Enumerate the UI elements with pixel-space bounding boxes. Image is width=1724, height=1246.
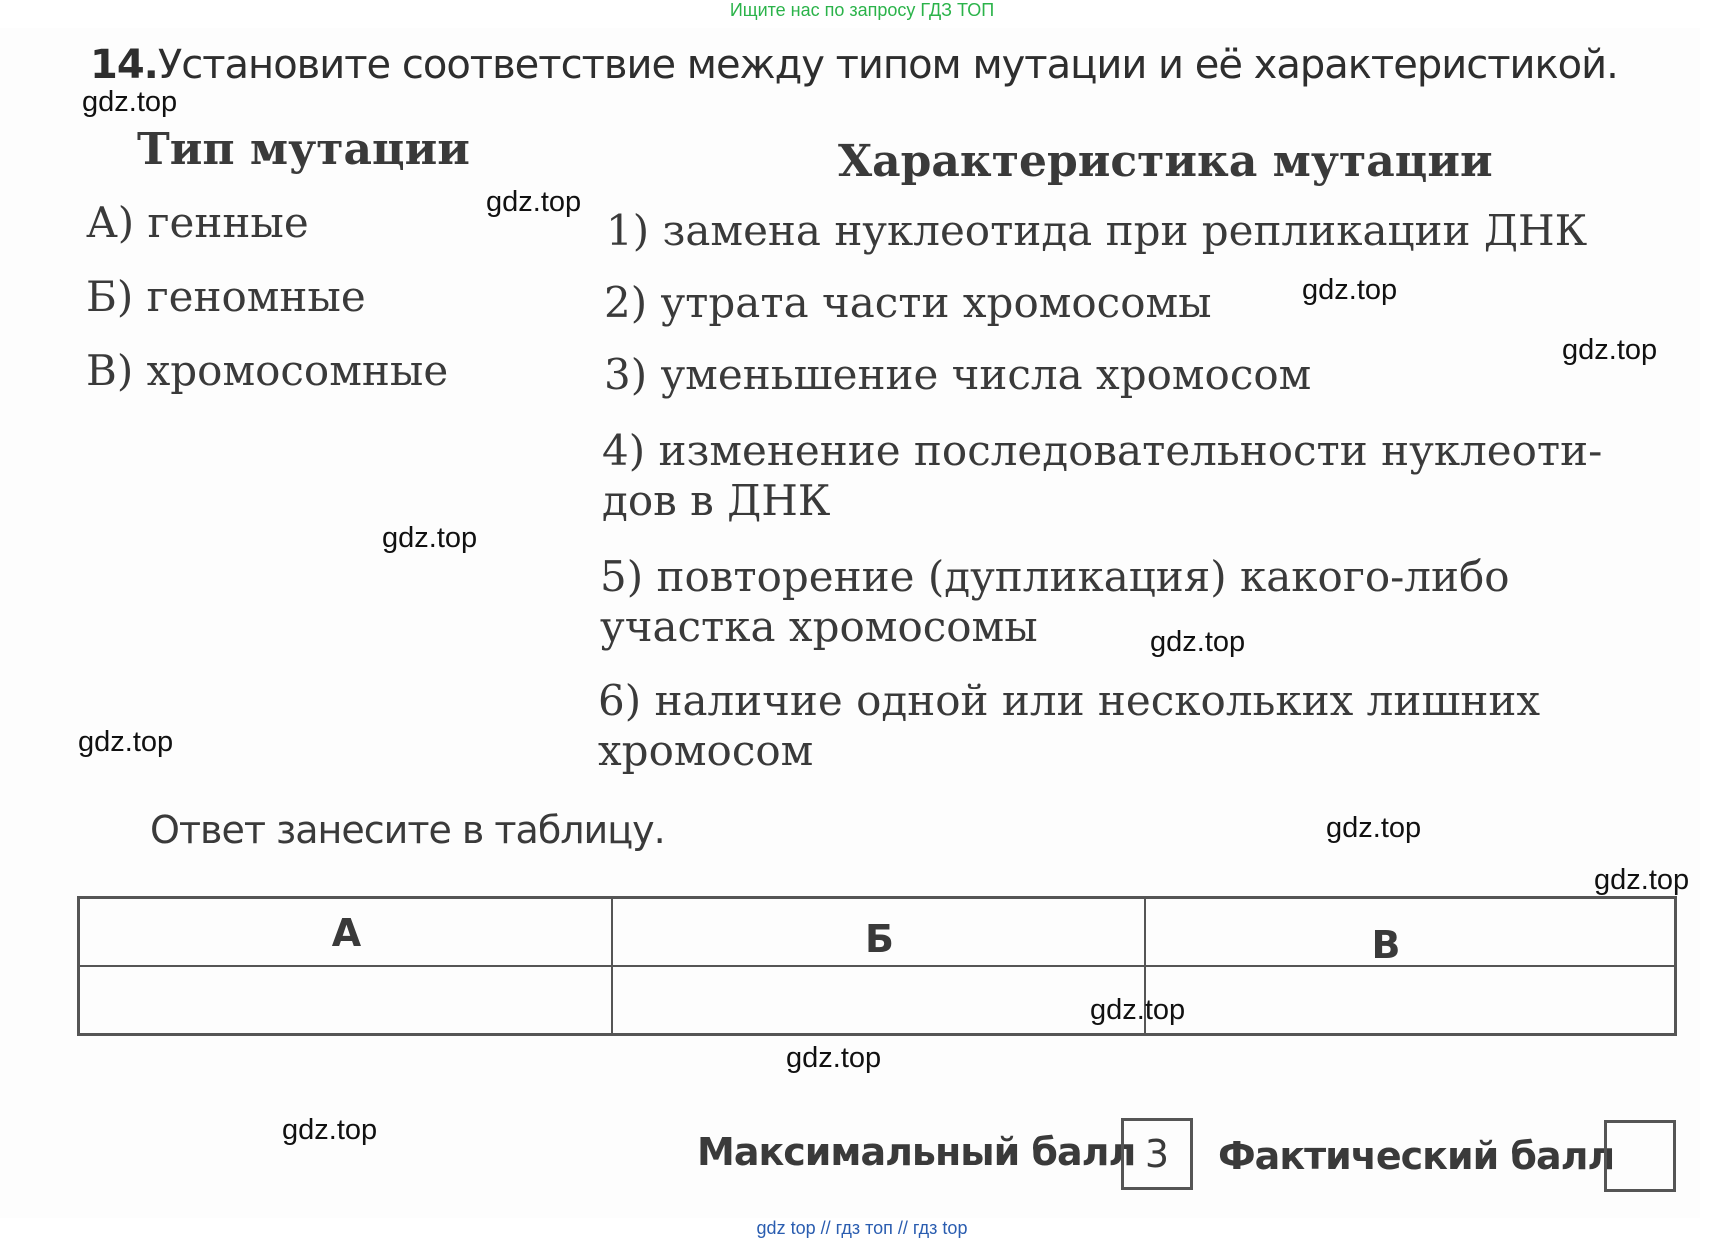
characteristic-3-line1: 3) уменьшение числа хромосом [604,350,1312,399]
characteristic-1 [606,206,1587,256]
answer-header-c: В [1371,923,1401,967]
watermark: gdz.top [382,522,478,554]
mutation-type-c: В) хромосомные [86,346,449,395]
left-column-header: Тип мутации [137,124,470,175]
task-number: 14. [90,42,158,88]
mutation-type-b: Б) геномные [86,272,366,321]
footer-links[interactable]: gdz top // гдз топ // гдз top [756,1218,968,1238]
watermark: gdz.top [1326,812,1422,844]
characteristic-5-line2: участка хромосомы [600,602,1038,651]
watermark: gdz.top [78,726,174,758]
characteristic-6 [598,676,1540,776]
actual-score-box[interactable] [1604,1120,1676,1192]
answer-table [77,896,1677,1036]
characteristic-1-line1: 1) замена нуклеотида при репликации ДНК [606,206,1588,255]
characteristic-5 [600,552,1510,652]
actual-score-label: Фактический балл [1218,1134,1615,1178]
characteristic-4-line1: 4) изменение последовательности нуклеоти- [602,426,1603,475]
characteristic-6-line1: 6) наличие одной или нескольких лишних [598,676,1541,725]
characteristic-6-line2: хромосом [598,726,814,775]
watermark: gdz.top [1562,334,1658,366]
characteristic-2 [604,278,1212,328]
characteristic-5-line1: 5) повторение (дупликация) какого-либо [600,552,1510,601]
task-title-text: Установите соответствие между типом мутации и её характеристикой. [157,42,1618,88]
answer-instruction: Ответ занесите в таблицу. [150,808,665,852]
answer-header-a: А [331,911,362,955]
mutation-type-a: А) генные [86,198,309,247]
max-score-label: Максимальный балл [697,1130,1136,1174]
watermark: gdz.top [786,1042,882,1074]
watermark: gdz.top [1302,274,1398,306]
max-score-box: 3 [1121,1118,1193,1190]
watermark: gdz.top [1594,864,1690,896]
characteristic-4-line2: дов в ДНК [602,476,831,525]
watermark: gdz.top [486,186,582,218]
watermark: gdz.top [82,86,178,118]
watermark: gdz.top [1090,994,1186,1026]
answer-header-b: Б [865,917,894,961]
watermark: gdz.top [282,1114,378,1146]
right-column-header: Характеристика мутации [838,136,1493,187]
characteristic-4 [602,426,1602,526]
characteristic-3 [604,350,1311,400]
task-title [90,42,1618,88]
watermark: gdz.top [1150,626,1246,658]
characteristic-2-line1: 2) утрата части хромосомы [604,278,1212,327]
top-banner[interactable]: Ищите нас по запросу ГДЗ ТОП [729,0,995,20]
